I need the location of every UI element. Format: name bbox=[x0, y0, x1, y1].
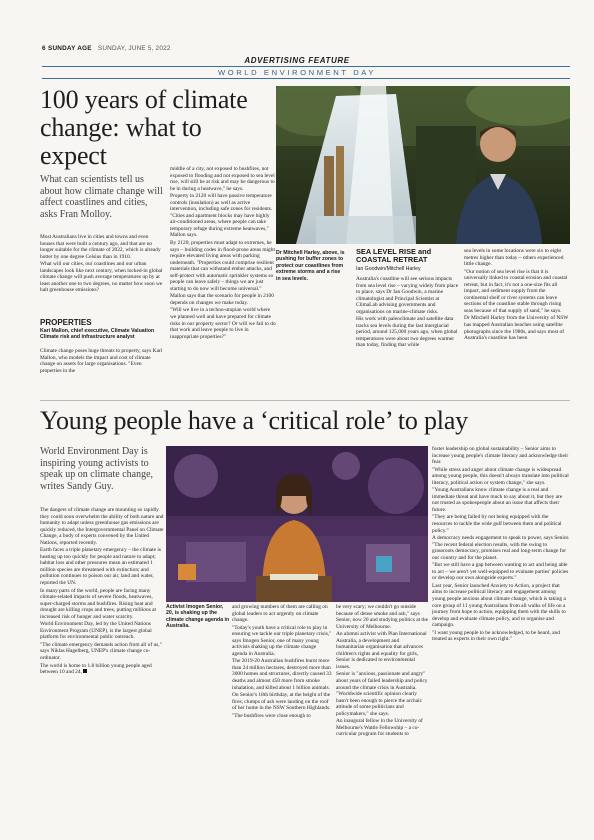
article-standfirst: What can scientists tell us about how climate change will affect coastlines and cities, asks Fran Molloy. bbox=[40, 174, 163, 220]
paragraph: Earth faces a triple planetary emergency – the climate is heating up too quickly for people and nature to adapt; habitat loss and other pressures mean an estimated 1 million species are threatened with extinction; and pollution continues to poison our air, land and water, reported the UN. bbox=[40, 547, 161, 587]
paragraph: Mallon says that the scenario for people in 2100 depends on changes we make today. bbox=[170, 293, 274, 306]
paragraph: "The bushfires were close enough to bbox=[232, 712, 311, 719]
paragraph: In many parts of the world, people are facing many climate-related impacts of severe floods, heatwaves, super-charged storms and bushfires. Rising heat and drought are killing crops and trees, putting millions at increased risk of hunger and water scarcity. bbox=[40, 587, 157, 620]
advertising-feature-label: ADVERTISING FEATURE bbox=[244, 56, 350, 65]
paragraph: Last year, Senior launched Anxiety to Action, a project that aims to increase political literacy and engagement among young people anxious about climate change, which is taking a core group of 11 young Australians from all walks of life on a journey from hope to action, equipping them with the skills to develop and evaluate climate policy, and to organise and campaign. bbox=[432, 582, 566, 629]
paragraph: "Today's youth have a critical role to play in ensuring we tackle our triple planetary crisis," says Imogen Senior, one of many young activists shaking up the climate change agenda in Australia. bbox=[232, 624, 332, 657]
paragraph: Australia's coastline will see serious impacts from sea level rise – varying widely from place to place, says Dr Ian Goodwin, a marine climatologist and Principal Scientist at ClimaLab advising governments and organisations on marine-climate risks. bbox=[356, 276, 459, 315]
divider bbox=[42, 66, 570, 67]
paragraph: "Young Australians know climate change is a real and immediate threat and have much to say about it, but they are not trusted as spokespeople about an issue that affects their future. bbox=[432, 487, 563, 513]
continues-marker bbox=[83, 669, 87, 673]
paragraph: An inaugural fellow in the University of Melbourne's Wattle Fellowship – a co-curricular program for students to bbox=[336, 718, 423, 738]
article-body-column bbox=[336, 604, 428, 739]
paragraph: "The climate emergency demands action from all of us," says Niklas Hagelberg, UNEP's climate change co-ordinator. bbox=[40, 641, 162, 662]
photo-illustration bbox=[276, 86, 570, 244]
paragraph: "While stress and anger about climate change is widespread among young people, this doesn't always translate into political literacy, political action or system change," she says. bbox=[432, 466, 569, 486]
page-number: 6 bbox=[42, 45, 46, 52]
expert-role: Climate risk and infrastructure analyst bbox=[40, 334, 135, 341]
paragraph: On Senior's 18th birthday, at the height of the fires, clumps of ash were landing on the roof of her home in the NSW Southern Highlands. bbox=[232, 692, 331, 712]
paragraph: middle of a city, not exposed to bushfires, not exposed to flooding and not exposed to sea level rise, will still be at risk and may be dangerous to be in during a heatwave," he says. bbox=[170, 166, 275, 192]
article-body-column bbox=[356, 276, 460, 350]
paragraph: World Environment Day, led by the United Nations Environment Program (UNEP), is the largest global platform for environmental public outreach. bbox=[40, 621, 152, 641]
paragraph: "I want young people to be acknowledged, to be heard, and treated as experts in their own right." bbox=[432, 629, 560, 643]
article-standfirst: World Environment Day is inspiring young activists to speak up on climate change, writes Sandy Guy. bbox=[40, 446, 154, 492]
paragraph: foster leadership on global sustainability – Senior aims to increase young people's climate literacy and acknowledge their fear. bbox=[432, 446, 569, 466]
expert-credit bbox=[40, 328, 164, 340]
paragraph: "But we still have a gap between wanting to act and being able to act – we aren't yet well-equipped to evaluate parties' policies or develop our own alongside experts." bbox=[432, 562, 569, 582]
page-masthead bbox=[42, 44, 171, 52]
paper-name: SUNDAY AGE bbox=[48, 45, 92, 52]
divider bbox=[42, 78, 570, 79]
article-headline: 100 years of climate change: what to expect bbox=[40, 85, 248, 170]
article-body-column bbox=[40, 234, 164, 295]
photo-caption: Dr Mitchell Harley, above, is pushing for buffer zones to protect our coastlines from extreme storms and a rise in sea levels. bbox=[276, 250, 345, 282]
article-body-column bbox=[40, 348, 164, 375]
divider bbox=[40, 400, 570, 401]
paragraph: be very scary; we couldn't go outside because of dense smoke and ash," says Senior, now 20 and studying politics at the University of Melbourne. bbox=[336, 604, 429, 630]
article-headline: Young people have a ‘critical role’ to play bbox=[40, 406, 468, 435]
paragraph: Climate change poses huge threats to property, says Karl Mallon, who models the impact and cost of climate change on assets for large organisations. "Even properties in the bbox=[40, 348, 163, 374]
issue-date: SUNDAY, JUNE 5, 2022 bbox=[97, 45, 171, 52]
paragraph: His work with paleoclimate and satellite data tracks sea levels during the last interglacial period, around 125,000 years ago, when global temperatures were about two degrees warmer than today, finding that while bbox=[356, 316, 458, 349]
article-photo-waterfall bbox=[276, 86, 570, 244]
photo-caption: Activist Imogen Senior, 20, is shaking up the climate change agenda in Australia. bbox=[166, 604, 230, 630]
paragraph: A democracy needs engagement to speak to power, says Senior. "The recent federal election results, with the swing to grassroots democracy, promises real and long-term change for our country and for the planet. bbox=[432, 535, 570, 561]
paragraph: The 2019-20 Australian bushfires burnt more than 24 million hectares, destroyed more than 3000 homes and structures, directly caused 33 deaths and almost 450 more from smoke inhalation, and killed about 1 billion animals. bbox=[232, 658, 332, 691]
paragraph: "They are being failed by not being equipped with the resources to tackle the wide gulf between them and political policy." bbox=[432, 514, 562, 534]
sidebar-byline: Ian Goodwin/Mitchell Harley bbox=[356, 266, 421, 272]
article-body-column bbox=[232, 604, 332, 720]
subheading: PROPERTIES bbox=[40, 318, 92, 327]
paragraph: Dr Mitchell Harley from the University of NSW has mapped Australian beaches using satellite photographs since the 1980s, and says most of Australia's coastline has been bbox=[464, 315, 569, 342]
paragraph: By 2120, properties must adapt to extremes, he says – building codes in flood-prone areas might require elevated living areas with parking underneath. "Properties could comprise resilient materials that can withstand ember attacks, and self-protect with automatic sprinkler systems so people can leave safely – things we are just starting to do now will become universal." bbox=[170, 240, 275, 292]
photo-illustration bbox=[166, 446, 428, 602]
article-body-column bbox=[464, 248, 570, 343]
article-photo-activist bbox=[166, 446, 428, 602]
paragraph: Senior is "anxious, passionate and angry" about years of failed leadership and policy around the climate crisis in Australia. "Worldwide scientific opinion clearly hasn't been enough to pierce the archaic attitude of some politicians and policymakers," she says. bbox=[336, 671, 428, 717]
paragraph: and growing numbers of them are calling on global leaders to act urgently on climate change. bbox=[232, 604, 328, 624]
paragraph: The dangers of climate change are mounting so rapidly they could soon overwhelm the ability of both nature and humanity to adapt unless greenhouse gas emissions are quickly reduced, the Intergovernmental Panel on Climate Change, a body of experts convened by the United Nations, reported recently. bbox=[40, 507, 164, 546]
article-body-column bbox=[40, 507, 164, 677]
paragraph: What will our cities, our coastlines and our urban landscapes look like next century, when locked-in global climate change will push average temperatures up by at least another one to two degrees, no matter how soon we halt greenhouse emissions? bbox=[40, 261, 163, 294]
section-label: WORLD ENVIRONMENT DAY bbox=[217, 68, 377, 77]
expert-name: Kari Mallon, chief executive, Climate Valuation bbox=[40, 328, 155, 334]
paragraph: "Will we live in a techno-utopian world where we planned well and have prepared for climate risks in our property sector? Or will we fail to do that work and leave people to live in inappropriate properties?" bbox=[170, 307, 276, 340]
paragraph-text: The world is home to 1.8 billion young people aged between 10 and 24, bbox=[40, 662, 152, 676]
article-body-column bbox=[432, 446, 570, 644]
article-body-column bbox=[170, 166, 276, 341]
paragraph bbox=[40, 663, 164, 676]
sidebar-heading: SEA LEVEL RISE and COASTAL RETREAT bbox=[356, 247, 432, 265]
paragraph: sea levels in some locations were six to eight metres higher than today – others experienced little change. bbox=[464, 248, 564, 268]
paragraph: An alumni activist with Plan International Australia, a development and humanitarian organisation that advances children's rights and equality for girls, Senior is dedicated to environmental issues. bbox=[336, 631, 427, 670]
paragraph: Property in 2120 will have passive temperature controls (insulation) as well as active intervention, including safe zones for residents. "Cities and apartment blocks may have highly air-conditioned areas, where people can take temporary refuge during extreme heatwaves," Mallon says. bbox=[170, 193, 273, 239]
paragraph: Most Australians live in cities and towns and even houses that were built a century ago, and that are no longer suitable for the climate of 2022, which is already hotter by one degree Celsius than in 1910. bbox=[40, 234, 161, 260]
paragraph: "Our notion of sea level rise is that it is universally linked to coastal erosion and coastal retreat, but in fact, it's not a one-size fits all impact, and sediment supply from the continental shelf or river systems can leave sections of the coastline stable through rising seas because of that supply of sand," he says. bbox=[464, 268, 568, 314]
